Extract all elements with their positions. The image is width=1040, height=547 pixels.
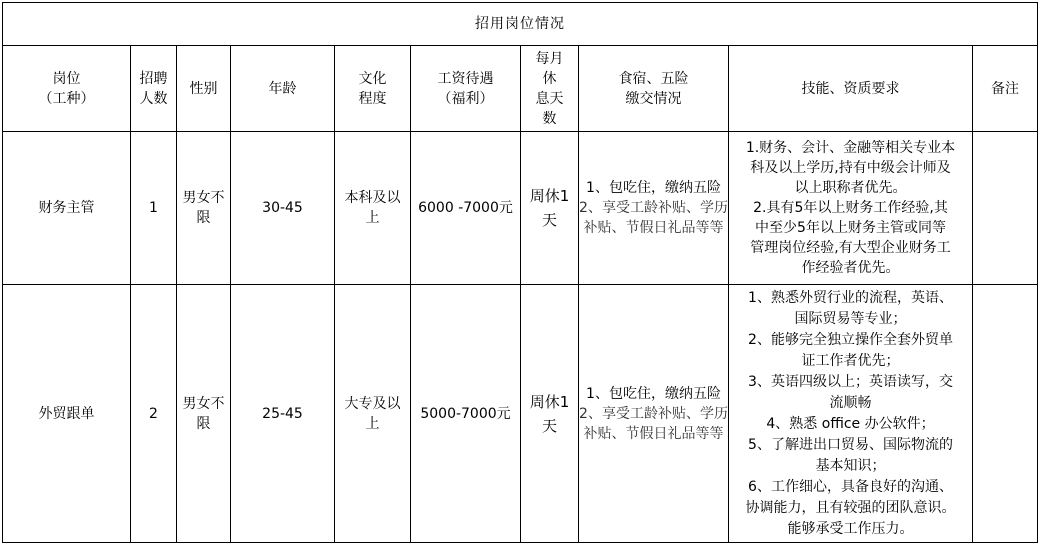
- header-salary: 工资待遇 （福利）: [411, 46, 521, 132]
- header-gender: 性别: [177, 46, 231, 132]
- recruitment-table: [2, 2, 1038, 543]
- cell-gender: 男女不 限: [177, 285, 231, 543]
- table-row: [3, 285, 1038, 543]
- cell-rest-days: 周休1 天: [521, 285, 579, 543]
- cell-salary: 6000 -7000元: [411, 132, 521, 285]
- cell-count: 2: [131, 285, 177, 543]
- header-position: 岗位 （工种）: [3, 46, 131, 132]
- cell-requirements: 1.财务、会计、金融等相关专业本 科及以上学历,持有中级会计师及 以上职称者优先。 2.具有5年以上财务工作经验,其 中至少5年以上财务主管或同等 管理岗位经验,有大型企业财务工 作经验者优先。: [729, 132, 973, 285]
- cell-salary: 5000-7000元: [411, 285, 521, 543]
- header-rest-days: 每月 休 息天 数: [521, 46, 579, 132]
- cell-position: 外贸跟单: [3, 285, 131, 543]
- cell-notes: [973, 132, 1038, 285]
- header-notes: 备注: [973, 46, 1038, 132]
- header-requirements: 技能、资质要求: [729, 46, 973, 132]
- cell-benefits: 1、包吃住，缴纳五险 2、享受工龄补贴、学历 补贴、节假日礼品等等: [579, 285, 729, 543]
- table-title: 招用岗位情况: [3, 3, 1038, 46]
- header-row: [3, 46, 1038, 132]
- cell-rest-days: 周休1 天: [521, 132, 579, 285]
- cell-education: 本科及以 上: [335, 132, 411, 285]
- cell-requirements: 1、熟悉外贸行业的流程，英语、 国际贸易等专业； 2、能够完全独立操作全套外贸单 证工作者优先； 3、英语四级以上；英语读写，交 流顺畅 4、熟悉 office 办公软件； 5、了解进出口贸易、国际物流的 基本知识； 6、工作细心，具备良好的沟通、 协调能力，且有较强的团队意识。 能够承受工作压力。: [729, 285, 973, 543]
- cell-age: 25-45: [231, 285, 335, 543]
- cell-notes: [973, 285, 1038, 543]
- header-education: 文化 程度: [335, 46, 411, 132]
- header-benefits: 食宿、五险 缴交情况: [579, 46, 729, 132]
- cell-education: 大专及以 上: [335, 285, 411, 543]
- cell-age: 30-45: [231, 132, 335, 285]
- header-count: 招聘 人数: [131, 46, 177, 132]
- cell-gender: 男女不 限: [177, 132, 231, 285]
- cell-benefits: 1、包吃住，缴纳五险 2、享受工龄补贴、学历 补贴、节假日礼品等等: [579, 132, 729, 285]
- header-age: 年龄: [231, 46, 335, 132]
- cell-count: 1: [131, 132, 177, 285]
- title-row: [3, 3, 1038, 46]
- table-row: [3, 132, 1038, 285]
- cell-position: 财务主管: [3, 132, 131, 285]
